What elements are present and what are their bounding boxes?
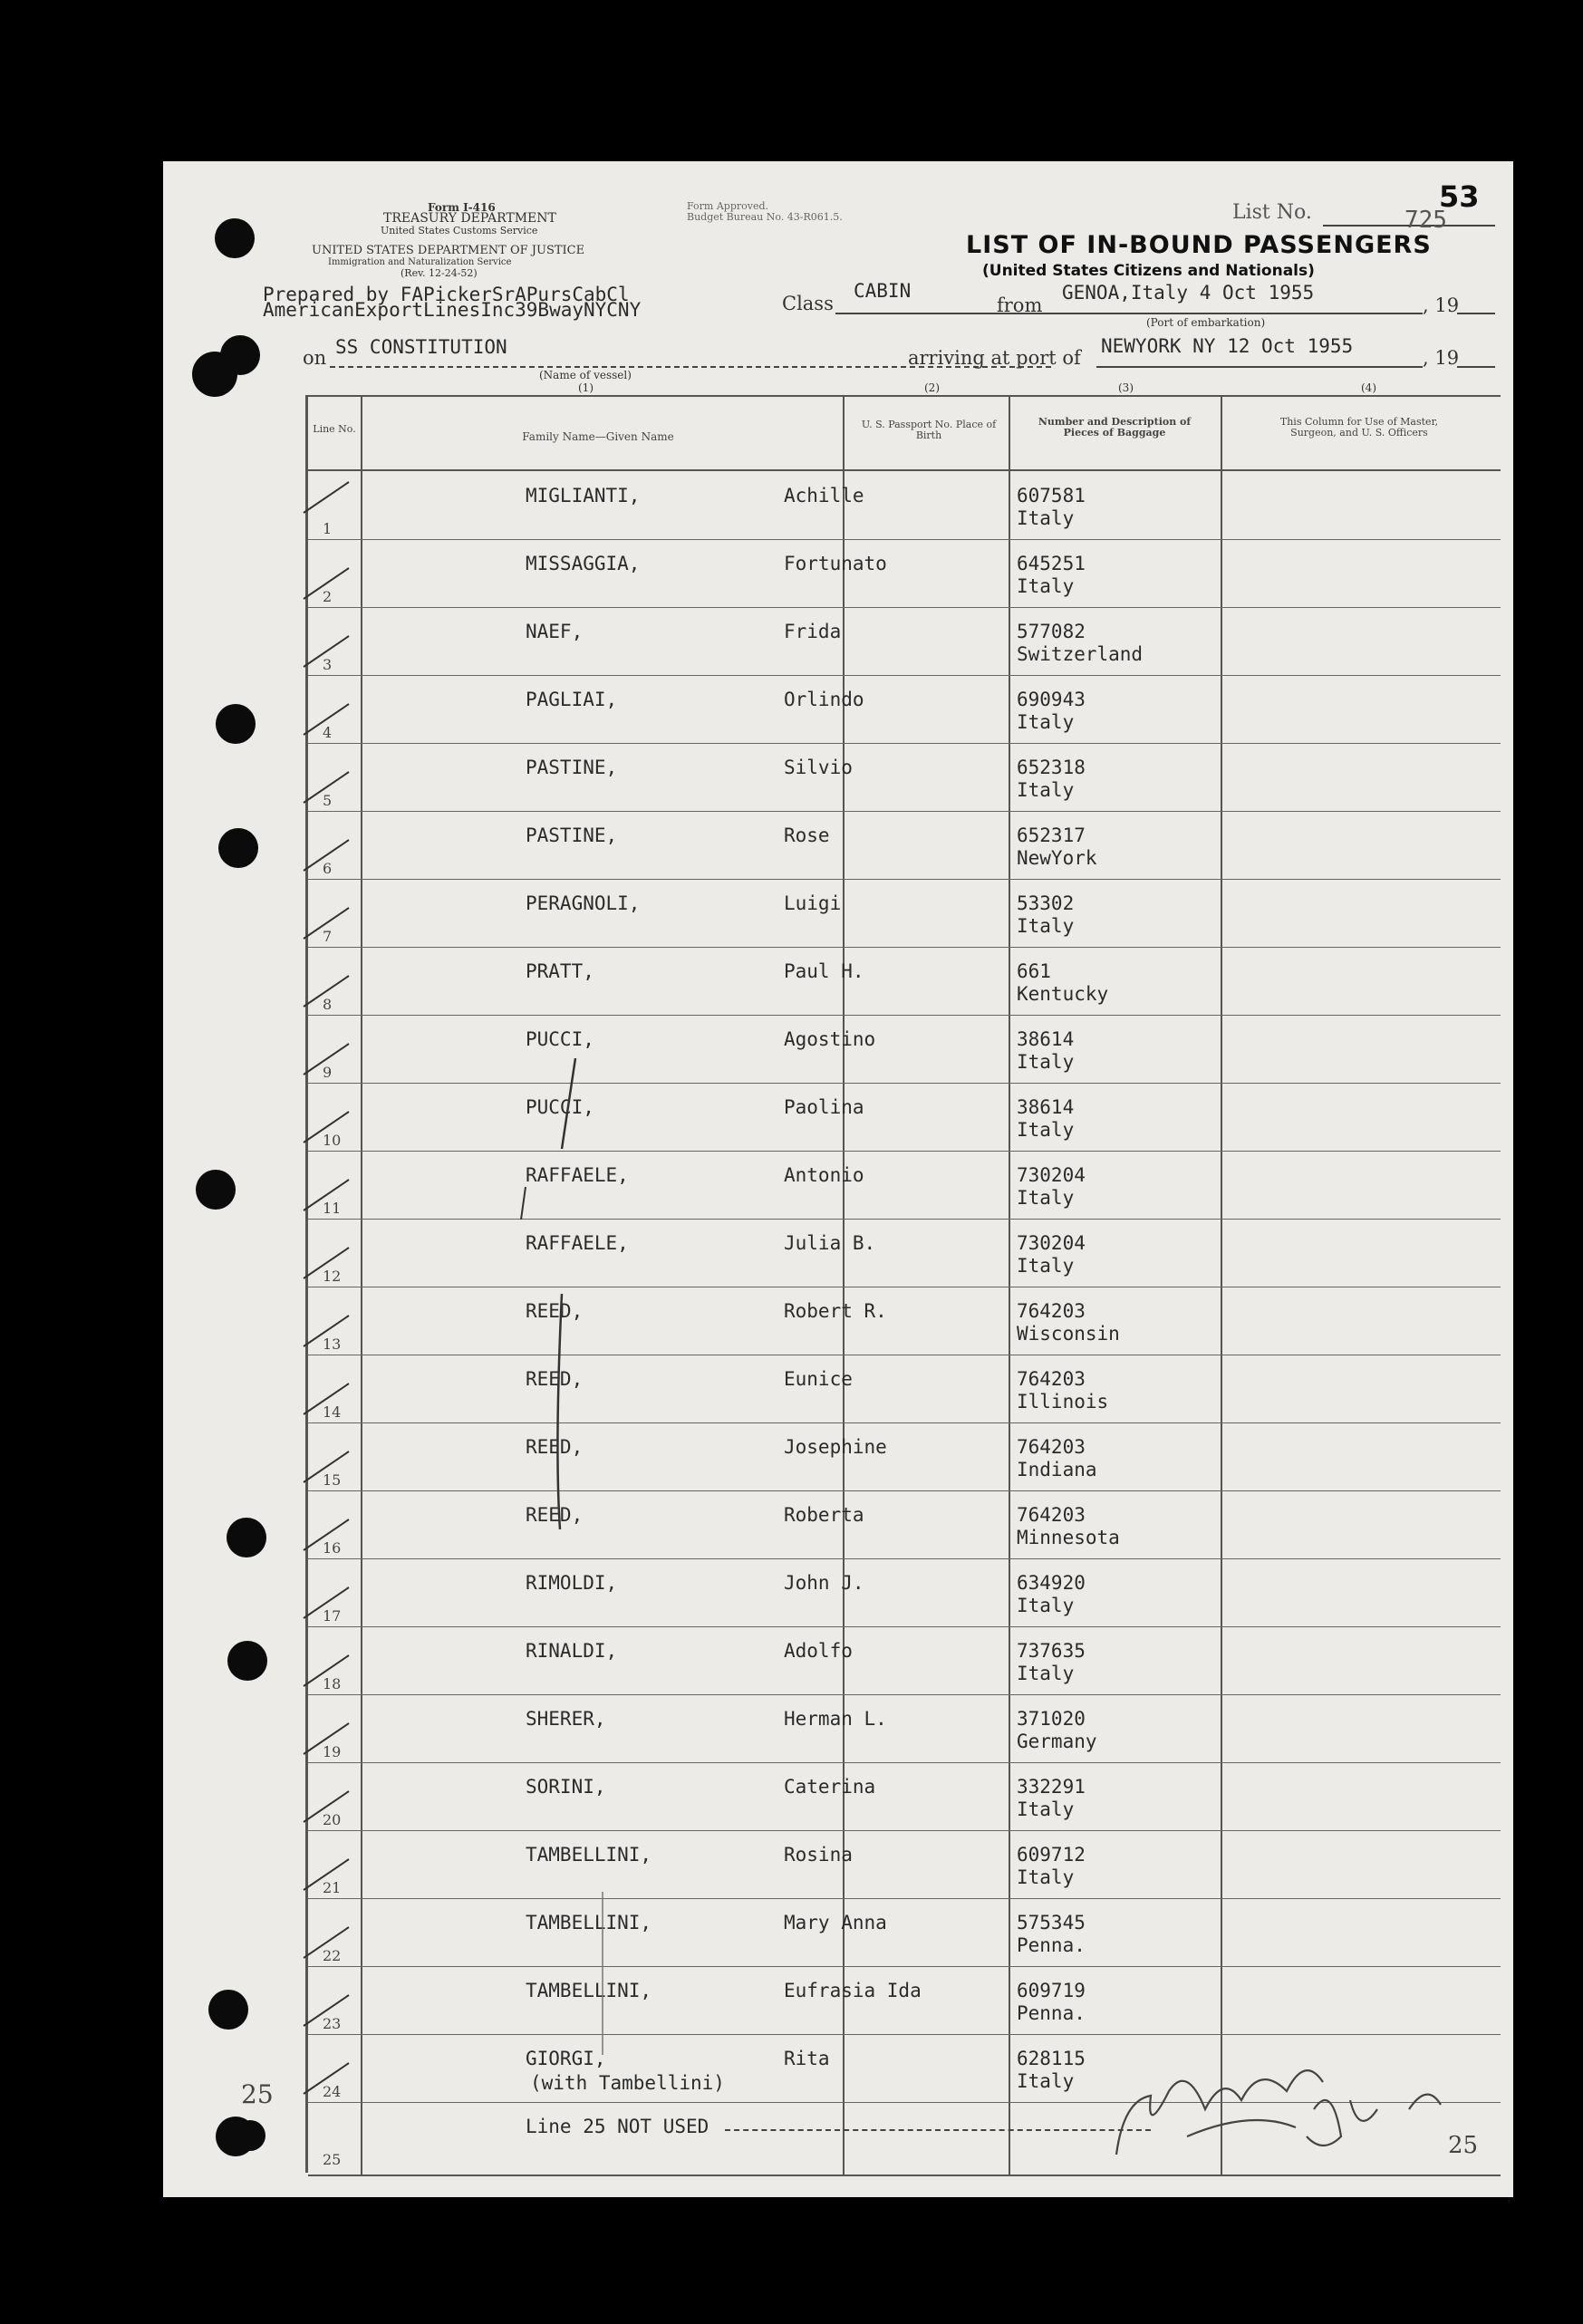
table-row bbox=[308, 675, 1501, 744]
class-value: CABIN bbox=[854, 280, 912, 302]
passport-number: 609719 bbox=[1017, 1980, 1086, 2001]
given-name: Josephine bbox=[784, 1436, 887, 1458]
place-of-birth: Italy bbox=[1017, 1255, 1075, 1277]
passport-cell bbox=[1017, 824, 1097, 870]
passport-cell bbox=[1017, 1164, 1086, 1210]
family-name: TAMBELLINI, bbox=[526, 1980, 652, 2001]
table-row bbox=[308, 1966, 1501, 2035]
passport-number: 634920 bbox=[1017, 1572, 1086, 1594]
passport-number: 661 bbox=[1017, 960, 1051, 982]
passport-cell bbox=[1017, 1028, 1074, 1074]
prepared-by: Prepared by FAPickerSrAPursCabCl bbox=[263, 284, 630, 305]
place-of-birth: Italy bbox=[1017, 1051, 1075, 1073]
line-number: 17 bbox=[323, 1607, 342, 1625]
customs-service: United States Customs Service bbox=[381, 225, 538, 236]
place-of-birth: Italy bbox=[1017, 1187, 1075, 1209]
from-value: GENOA,Italy 4 Oct 1955 bbox=[1062, 282, 1315, 304]
family-name: PRATT, bbox=[526, 960, 594, 982]
punch-hole bbox=[235, 2120, 265, 2151]
tick-mark bbox=[299, 1040, 353, 1076]
tick-mark bbox=[299, 1720, 353, 1756]
line-number: 19 bbox=[323, 1743, 342, 1760]
tick-mark bbox=[299, 1108, 353, 1144]
line-number: 13 bbox=[323, 1336, 342, 1353]
family-name: PUCCI, bbox=[526, 1028, 594, 1050]
place-of-birth: Italy bbox=[1017, 1663, 1075, 1684]
tick-mark bbox=[299, 1788, 353, 1824]
budget-bureau: Budget Bureau No. 43-R061.5. bbox=[687, 211, 843, 223]
line-number: 3 bbox=[323, 656, 333, 673]
passport-cell bbox=[1017, 1300, 1120, 1345]
passport-cell bbox=[1017, 1368, 1108, 1413]
family-name: REED, bbox=[526, 1300, 584, 1322]
header-officers: This Column for Use of Master, Surgeon, and U. S. Officers bbox=[1279, 416, 1439, 439]
place-of-birth: Italy bbox=[1017, 915, 1075, 937]
line-number: 21 bbox=[323, 1879, 342, 1896]
line-number: 1 bbox=[323, 520, 333, 537]
place-of-birth: Italy bbox=[1017, 1595, 1075, 1616]
line-number: 10 bbox=[323, 1132, 342, 1149]
line-number: 9 bbox=[323, 1064, 333, 1081]
tick-mark bbox=[299, 1176, 353, 1212]
line-number: 20 bbox=[323, 1811, 342, 1828]
family-name: MIGLIANTI, bbox=[526, 485, 641, 506]
given-name: Caterina bbox=[784, 1776, 876, 1798]
family-name: REED, bbox=[526, 1504, 584, 1526]
given-name: Silvio bbox=[784, 757, 853, 778]
given-name: Mary Anna bbox=[784, 1912, 887, 1933]
place-of-birth: Illinois bbox=[1017, 1391, 1109, 1413]
list-number-label: List No. bbox=[1232, 201, 1312, 224]
passport-number: 652317 bbox=[1017, 824, 1086, 846]
arriving-label: arriving at port of bbox=[908, 347, 1081, 369]
list-number-value: 725 bbox=[1404, 207, 1447, 234]
line-number: 4 bbox=[323, 724, 333, 741]
tick-mark bbox=[299, 632, 353, 669]
line-number: 12 bbox=[323, 1268, 342, 1285]
col-marker-1: (1) bbox=[578, 381, 594, 394]
prepared-by-line2: AmericanExportLinesInc39BwayNYCNY bbox=[263, 299, 642, 321]
punch-hole bbox=[218, 828, 258, 868]
list-title: LIST OF IN-BOUND PASSENGERS bbox=[966, 231, 1432, 259]
table-row bbox=[308, 2102, 1501, 2170]
passport-cell bbox=[1017, 1096, 1074, 1142]
given-name: Rose bbox=[784, 824, 830, 846]
line-number: 23 bbox=[323, 2015, 342, 2032]
table-row bbox=[308, 947, 1501, 1016]
passport-number: 764203 bbox=[1017, 1368, 1086, 1390]
table-row bbox=[308, 607, 1501, 676]
passport-number: 371020 bbox=[1017, 1708, 1086, 1730]
family-name: REED, bbox=[526, 1436, 584, 1458]
given-name: Luigi bbox=[784, 892, 842, 914]
place-of-birth: Indiana bbox=[1017, 1459, 1097, 1480]
passport-cell bbox=[1017, 1844, 1086, 1889]
family-name: RAFFAELE, bbox=[526, 1232, 629, 1254]
passport-cell bbox=[1017, 485, 1086, 530]
family-name: PASTINE, bbox=[526, 824, 618, 846]
place-of-birth: Italy bbox=[1017, 1798, 1075, 1820]
year-line-1 bbox=[1457, 313, 1495, 314]
header-line-no: Line No. bbox=[313, 423, 356, 435]
passport-number: 332291 bbox=[1017, 1776, 1086, 1798]
family-name: PERAGNOLI, bbox=[526, 892, 641, 914]
line-number: 16 bbox=[323, 1539, 342, 1557]
treasury-department: TREASURY DEPARTMENT bbox=[383, 211, 556, 226]
passport-cell bbox=[1017, 1436, 1097, 1481]
tick-mark bbox=[299, 972, 353, 1008]
unused-dash-line bbox=[725, 2129, 1151, 2131]
passport-number: 577082 bbox=[1017, 621, 1086, 642]
immigration-service: Immigration and Naturalization Service bbox=[328, 257, 512, 267]
passport-cell bbox=[1017, 960, 1108, 1006]
passport-number: 764203 bbox=[1017, 1436, 1086, 1458]
arriving-value: NEWYORK NY 12 Oct 1955 bbox=[1101, 335, 1354, 357]
passport-cell bbox=[1017, 1776, 1086, 1821]
tick-mark bbox=[299, 478, 353, 515]
line-number: 22 bbox=[323, 1947, 342, 1964]
place-of-birth: Penna. bbox=[1017, 1934, 1086, 1956]
punch-hole bbox=[215, 218, 255, 258]
passport-cell bbox=[1017, 1640, 1086, 1685]
table-row bbox=[308, 471, 1501, 540]
passport-number: 628115 bbox=[1017, 2048, 1086, 2069]
family-name: TAMBELLINI, bbox=[526, 1912, 652, 1933]
tick-mark bbox=[299, 564, 353, 601]
place-of-birth: Italy bbox=[1017, 1119, 1075, 1141]
passport-cell bbox=[1017, 553, 1086, 598]
port-embarkation-caption: (Port of embarkation) bbox=[1146, 316, 1266, 329]
table-row bbox=[308, 1558, 1501, 1627]
table-bottom-border bbox=[308, 2175, 1501, 2176]
table-row bbox=[308, 811, 1501, 880]
justice-department: UNITED STATES DEPARTMENT OF JUSTICE bbox=[312, 244, 585, 257]
header-baggage: Number and Description of Pieces of Baggage bbox=[1038, 416, 1192, 439]
given-name: Agostino bbox=[784, 1028, 876, 1050]
passport-number: 607581 bbox=[1017, 485, 1086, 506]
line-number: 7 bbox=[323, 928, 333, 945]
tick-mark bbox=[299, 1244, 353, 1280]
family-name: RAFFAELE, bbox=[526, 1164, 629, 1186]
from-label: from bbox=[997, 294, 1043, 316]
list-subtitle: (United States Citizens and Nationals) bbox=[982, 262, 1315, 280]
place-of-birth: Italy bbox=[1017, 1866, 1075, 1888]
passport-number: 53302 bbox=[1017, 892, 1075, 914]
table-row bbox=[308, 1083, 1501, 1152]
col-marker-2: (2) bbox=[924, 381, 940, 394]
passport-cell bbox=[1017, 1708, 1097, 1753]
family-name: PAGLIAI, bbox=[526, 689, 618, 710]
table-row bbox=[308, 1490, 1501, 1559]
col-marker-3: (3) bbox=[1118, 381, 1134, 394]
arriving-line bbox=[1096, 366, 1423, 368]
family-name: TAMBELLINI, bbox=[526, 1844, 652, 1866]
passport-cell bbox=[1017, 1504, 1120, 1549]
passport-cell bbox=[1017, 621, 1143, 666]
place-of-birth: Italy bbox=[1017, 507, 1075, 529]
form-approved: Form Approved. bbox=[687, 200, 769, 212]
passport-number: 652318 bbox=[1017, 757, 1086, 778]
passport-number: 764203 bbox=[1017, 1300, 1086, 1322]
line-number: 15 bbox=[323, 1471, 342, 1489]
place-of-birth: Kentucky bbox=[1017, 983, 1109, 1005]
family-name: Line 25 NOT USED bbox=[526, 2116, 709, 2137]
family-name: REED, bbox=[526, 1368, 584, 1390]
passport-number: 730204 bbox=[1017, 1164, 1086, 1186]
passport-number: 690943 bbox=[1017, 689, 1086, 710]
passport-number: 737635 bbox=[1017, 1640, 1086, 1662]
given-name: Julia B. bbox=[784, 1232, 876, 1254]
given-name: Robert R. bbox=[784, 1300, 887, 1322]
given-name: Orlindo bbox=[784, 689, 864, 710]
family-name: SHERER, bbox=[526, 1708, 606, 1730]
table-row bbox=[308, 1151, 1501, 1220]
place-of-birth: Switzerland bbox=[1017, 643, 1144, 665]
from-line bbox=[1042, 313, 1423, 314]
passport-number: 730204 bbox=[1017, 1232, 1086, 1254]
vessel-name: SS CONSTITUTION bbox=[335, 336, 507, 358]
given-name: Rosina bbox=[784, 1844, 853, 1866]
family-name: PASTINE, bbox=[526, 757, 618, 778]
family-name: NAEF, bbox=[526, 621, 584, 642]
class-label: Class bbox=[782, 293, 834, 314]
table-row bbox=[308, 1219, 1501, 1287]
place-of-birth: Wisconsin bbox=[1017, 1323, 1120, 1345]
tick-mark bbox=[299, 1312, 353, 1348]
tick-mark bbox=[299, 904, 353, 940]
tick-mark bbox=[299, 2059, 353, 2096]
form-number: Form I-416 bbox=[428, 201, 496, 214]
passport-cell bbox=[1017, 1980, 1086, 2025]
tick-mark bbox=[299, 1584, 353, 1620]
place-of-birth: Italy bbox=[1017, 711, 1075, 733]
given-name: Paul H. bbox=[784, 960, 864, 982]
header-passport: U. S. Passport No. Place of Birth bbox=[861, 419, 997, 441]
passport-cell bbox=[1017, 1572, 1086, 1617]
place-of-birth: Italy bbox=[1017, 2070, 1075, 2092]
passport-cell bbox=[1017, 1232, 1086, 1278]
line-number: 11 bbox=[323, 1200, 342, 1217]
given-name: Eufrasia Ida bbox=[784, 1980, 922, 2001]
line-number: 14 bbox=[323, 1403, 342, 1421]
line-number: 2 bbox=[323, 588, 333, 605]
tick-mark bbox=[299, 1991, 353, 2028]
table-row bbox=[308, 1422, 1501, 1491]
line-number: 25 bbox=[323, 2151, 342, 2168]
given-name: Rita bbox=[784, 2048, 830, 2069]
passport-number: 575345 bbox=[1017, 1912, 1086, 1933]
place-of-birth: Penna. bbox=[1017, 2002, 1086, 2024]
punch-hole bbox=[208, 1990, 248, 2030]
line-number: 5 bbox=[323, 792, 333, 809]
line-number: 6 bbox=[323, 860, 333, 877]
revision-date: (Rev. 12-24-52) bbox=[401, 267, 478, 279]
table-row bbox=[308, 539, 1501, 608]
table-row bbox=[308, 1762, 1501, 1831]
given-name: Eunice bbox=[784, 1368, 853, 1390]
line-number: 8 bbox=[323, 996, 333, 1013]
passport-number: 645251 bbox=[1017, 553, 1086, 574]
place-of-birth: Italy bbox=[1017, 575, 1075, 597]
place-of-birth: Italy bbox=[1017, 779, 1075, 801]
passport-cell bbox=[1017, 2048, 1086, 2093]
row-note: (with Tambellini) bbox=[530, 2072, 725, 2094]
year-label-2: , 19 bbox=[1423, 347, 1460, 369]
corner-note: 25 bbox=[1448, 2132, 1479, 2159]
passport-number: 38614 bbox=[1017, 1028, 1075, 1050]
punch-hole bbox=[196, 1170, 236, 1210]
passport-cell bbox=[1017, 1912, 1086, 1957]
year-line-2 bbox=[1457, 366, 1495, 368]
passport-cell bbox=[1017, 689, 1086, 734]
table-row bbox=[308, 1830, 1501, 1899]
table-row bbox=[308, 1355, 1501, 1423]
family-name: SORINI, bbox=[526, 1776, 606, 1798]
table-row bbox=[308, 2034, 1501, 2103]
tick-mark bbox=[299, 768, 353, 805]
table-row bbox=[308, 1898, 1501, 1967]
given-name: Frida bbox=[784, 621, 842, 642]
given-name: John J. bbox=[784, 1572, 864, 1594]
year-label-1: , 19 bbox=[1423, 294, 1460, 316]
table-row bbox=[308, 879, 1501, 948]
tick-mark bbox=[299, 1516, 353, 1552]
col-marker-4: (4) bbox=[1361, 381, 1376, 394]
margin-note: 25 bbox=[241, 2079, 274, 2109]
passport-number: 38614 bbox=[1017, 1096, 1075, 1118]
family-name: RINALDI, bbox=[526, 1640, 618, 1662]
tick-mark bbox=[299, 1652, 353, 1688]
table-row bbox=[308, 1015, 1501, 1084]
manifest-sheet bbox=[163, 161, 1513, 2197]
vessel-caption: (Name of vessel) bbox=[539, 369, 632, 381]
family-name: PUCCI, bbox=[526, 1096, 594, 1118]
on-label: on bbox=[303, 347, 327, 369]
family-name: GIORGI, bbox=[526, 2048, 606, 2069]
given-name: Fortunato bbox=[784, 553, 887, 574]
given-name: Adolfo bbox=[784, 1640, 853, 1662]
place-of-birth: NewYork bbox=[1017, 847, 1097, 869]
header-name: Family Name—Given Name bbox=[522, 430, 674, 443]
passport-cell bbox=[1017, 757, 1086, 802]
place-of-birth: Minnesota bbox=[1017, 1527, 1120, 1548]
tick-mark bbox=[299, 1448, 353, 1484]
table-row bbox=[308, 1694, 1501, 1763]
table-row bbox=[308, 743, 1501, 812]
line-number: 18 bbox=[323, 1675, 342, 1692]
passport-number: 609712 bbox=[1017, 1844, 1086, 1866]
punch-hole bbox=[220, 335, 260, 375]
given-name: Herman L. bbox=[784, 1708, 887, 1730]
table-row bbox=[308, 1287, 1501, 1355]
place-of-birth: Germany bbox=[1017, 1731, 1097, 1752]
given-name: Roberta bbox=[784, 1504, 864, 1526]
family-name: RIMOLDI, bbox=[526, 1572, 618, 1594]
given-name: Antonio bbox=[784, 1164, 864, 1186]
tick-mark bbox=[299, 1856, 353, 1892]
tick-mark bbox=[299, 1380, 353, 1416]
given-name: Achille bbox=[784, 485, 864, 506]
table-row bbox=[308, 1626, 1501, 1695]
passport-number: 764203 bbox=[1017, 1504, 1086, 1526]
punch-hole bbox=[216, 704, 256, 744]
given-name: Paolina bbox=[784, 1096, 864, 1118]
tick-mark bbox=[299, 836, 353, 873]
page-stamp: 53 bbox=[1439, 179, 1480, 214]
punch-hole bbox=[227, 1518, 266, 1557]
tick-mark bbox=[299, 1924, 353, 1960]
tick-mark bbox=[299, 700, 353, 737]
passport-cell bbox=[1017, 892, 1074, 938]
line-number: 24 bbox=[323, 2083, 342, 2100]
family-name: MISSAGGIA, bbox=[526, 553, 641, 574]
punch-hole bbox=[227, 1641, 267, 1681]
